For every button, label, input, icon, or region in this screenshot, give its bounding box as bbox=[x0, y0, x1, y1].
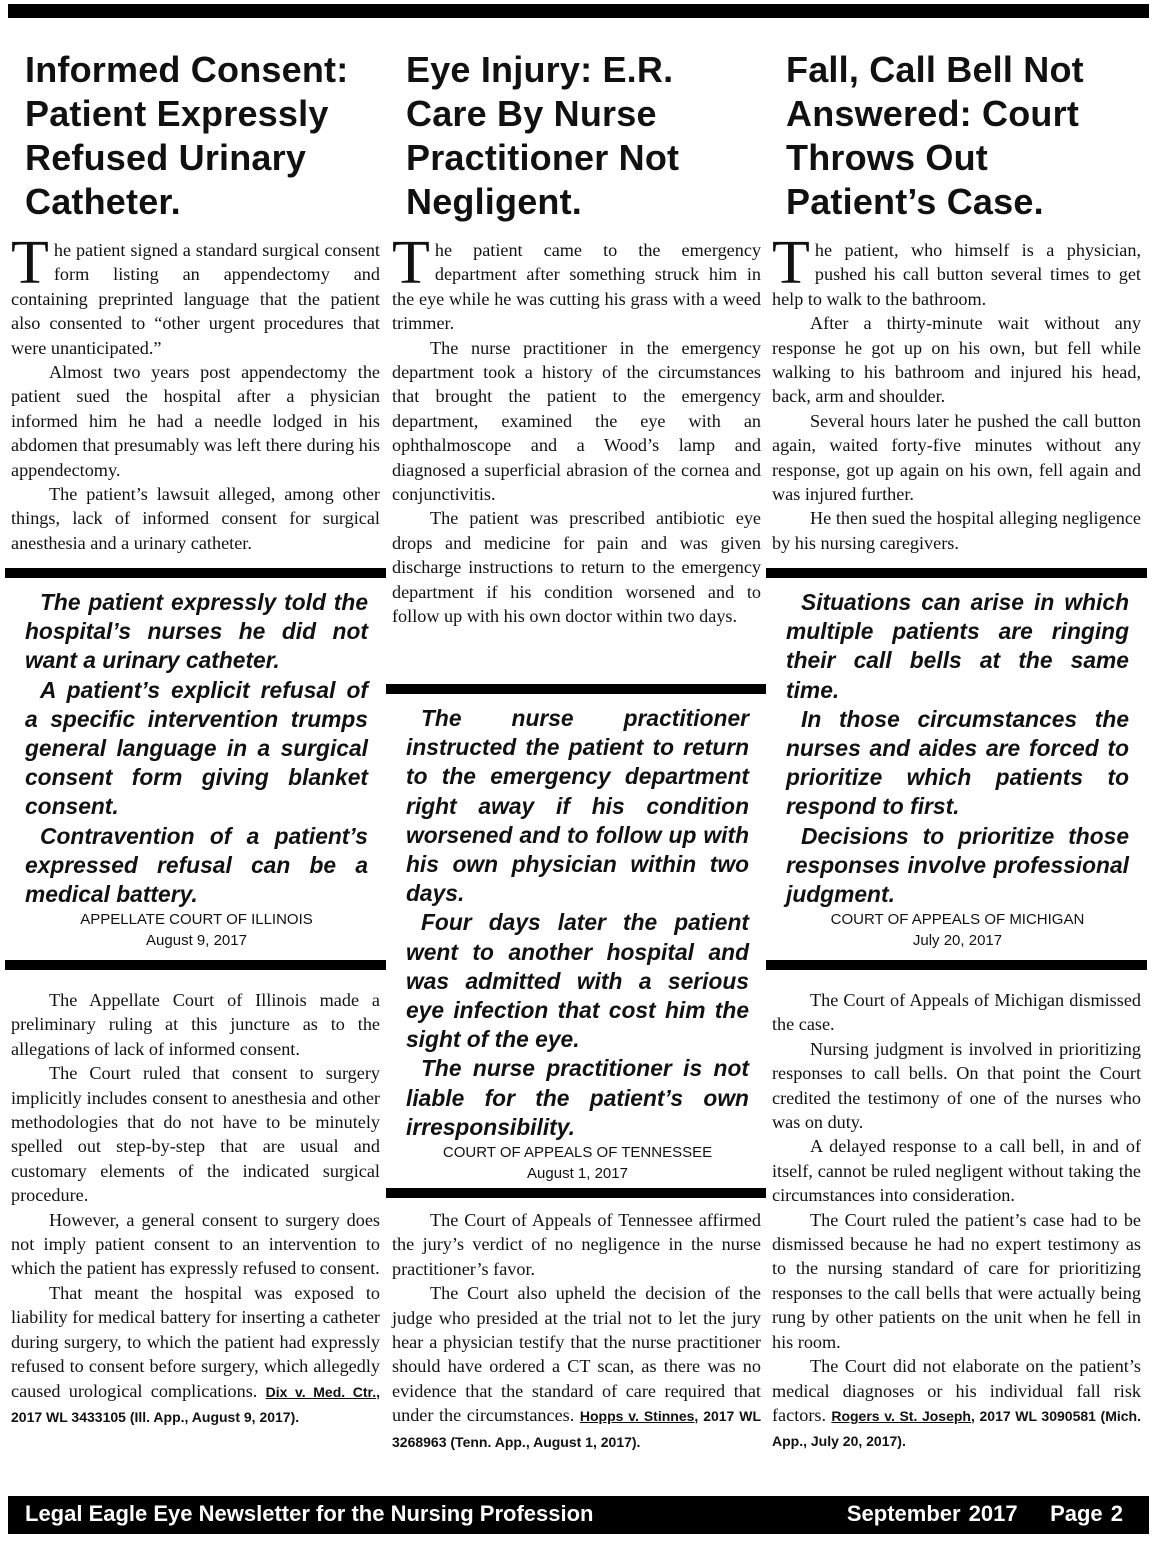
case-citation: Hopps v. Stinnes, 2017 WL 3268963 (Tenn. App., August 1, 2017). bbox=[392, 1408, 761, 1450]
intro-paragraph: The patient signed a standard surgical consent form listing an appendectomy and containing preprinted language that the patient also consented to “other urgent procedures that were unanticipated.” bbox=[11, 229, 380, 358]
article-intro bbox=[392, 229, 761, 629]
page-number: Page 2 bbox=[1050, 1501, 1123, 1526]
intro-paragraph: After a thirty-minute wait without any response he got up on his own, but fell while walking to his bathroom and injured his head, back, arm and shoulder. bbox=[772, 313, 1141, 407]
drop-cap: T bbox=[772, 229, 810, 297]
ruling-date: August 1, 2017 bbox=[527, 1165, 628, 1183]
case-citation: Rogers v. St. Joseph, 2017 WL 3090581 (Mich. App., July 20, 2017). bbox=[772, 1407, 1142, 1450]
quote-paragraph: Decisions to prioritize those responses involve professional judgment. bbox=[786, 822, 1129, 908]
headline: Fall, Call Bell Not Answered: Court Throws Out Patient’s Case. bbox=[786, 49, 1084, 222]
divider-rule bbox=[766, 568, 1147, 578]
ruling-paragraph: Nursing judgment is involved in prioritizing responses to call bells. On that point the Court credited the testimony of one of the nurses who was on duty. bbox=[772, 1038, 1141, 1133]
article-eye-injury bbox=[392, 48, 761, 629]
case-citation: Dix v. Med. Ctr., 2017 WL 3433105 (Ill. App., August 9, 2017). bbox=[11, 1383, 381, 1425]
quote-paragraph: In those circumstances the nurses and aides are forced to prioritize which patients to respond to first. bbox=[786, 705, 1129, 820]
intro-paragraph: The patient came to the emergency department after something struck him in the eye while he was cutting his grass with a weed trimmer. bbox=[392, 229, 761, 334]
divider-rule bbox=[386, 684, 766, 694]
issue-date: September 2017 bbox=[846, 1501, 1018, 1526]
ruling-paragraph: The Appellate Court of Illinois made a preliminary ruling at this juncture as to the allegations of lack of informed consent. bbox=[11, 990, 380, 1059]
court-name: COURT OF APPEALS OF MICHIGAN bbox=[830, 911, 1085, 929]
pull-quote bbox=[25, 588, 368, 951]
ruling-paragraph: A delayed response to a call bell, in and of itself, cannot be ruled negligent without taking the circumstances into consideration. bbox=[772, 1136, 1141, 1206]
divider-rule bbox=[5, 568, 386, 578]
intro-paragraph: The nurse practitioner in the emergency department took a history of the circumstances that brought the patient to the emergency department, examined the eye with an ophthalmoscope and a Wood’s lamp and diagnosed a superficial abrasion of the cornea and conjunctivitis. bbox=[392, 337, 761, 505]
drop-cap: T bbox=[392, 229, 430, 297]
newsletter-title: Legal Eagle Eye Newsletter for the Nursing Profession bbox=[25, 1501, 594, 1526]
quote-paragraph: A patient’s explicit refusal of a specific intervention trumps general language in a surgical consent form giving blanket consent. bbox=[25, 676, 368, 820]
intro-paragraph: Several hours later he pushed the call button again, waited forty-five minutes without any response, got up again on his own, fell again and was injured further. bbox=[772, 410, 1141, 505]
quote-paragraph: Contravention of a patient’s expressed refusal can be a medical battery. bbox=[25, 822, 368, 908]
ruling-date: July 20, 2017 bbox=[912, 932, 1003, 950]
quote-paragraph: The patient expressly told the hospital’s nurses he did not want a urinary catheter. bbox=[25, 589, 368, 674]
headline: Informed Consent: Patient Expressly Refused Urinary Catheter. bbox=[25, 49, 349, 222]
headline: Eye Injury: E.R. Care By Nurse Practitioner Not Negligent. bbox=[406, 49, 680, 222]
divider-rule bbox=[386, 1188, 766, 1198]
article-ruling bbox=[392, 1208, 761, 1454]
court-name: APPELLATE COURT OF ILLINOIS bbox=[80, 911, 313, 929]
pull-quote bbox=[406, 704, 749, 1184]
ruling-date: August 9, 2017 bbox=[146, 932, 247, 950]
footer-bar bbox=[8, 1496, 1149, 1534]
article-ruling bbox=[11, 988, 380, 1429]
ruling-paragraph: The Court of Appeals of Michigan dismissed the case. bbox=[772, 990, 1141, 1035]
pull-quote bbox=[786, 588, 1129, 951]
article-ruling bbox=[772, 988, 1141, 1454]
ruling-paragraph: The Court of Appeals of Tennessee affirmed the jury’s verdict of no negligence in the nurse practitioner’s favor. bbox=[392, 1210, 761, 1279]
ruling-paragraph: The Court did not elaborate on the patient’s medical diagnoses or his individual fall risk factors. Rogers v. St. Joseph, 2017 WL 3090581 (Mich. App., July 20, 2017). bbox=[772, 1356, 1142, 1450]
drop-cap: T bbox=[11, 229, 49, 297]
ruling-paragraph: The Court ruled that consent to surgery implicitly includes consent to anesthesia and other methodologies that do not have to be minutely spelled out step-by-step that are usual and customary elements of the indicated surgical procedure. bbox=[11, 1063, 380, 1206]
intro-paragraph: The patient was prescribed antibiotic eye drops and medicine for pain and was given discharge instructions to return to the emergency department if his condition worsened and to follow up with his own doctor within two days. bbox=[392, 508, 761, 627]
quote-paragraph: The nurse practitioner instructed the patient to return to the emergency department right away if his condition worsened and to follow up with his own physician within two days. bbox=[406, 705, 749, 907]
article-informed-consent bbox=[11, 48, 380, 555]
issue-info bbox=[847, 1501, 1123, 1527]
quote-paragraph: The nurse practitioner is not liable for the patient’s own irresponsibility. bbox=[406, 1055, 749, 1140]
ruling-paragraph: However, a general consent to surgery does not imply patient consent to an intervention to which the patient has expressly refused to consent. bbox=[11, 1209, 380, 1279]
court-name: COURT OF APPEALS OF TENNESSEE bbox=[442, 1144, 713, 1162]
article-fall-call-bell bbox=[772, 48, 1141, 555]
quote-paragraph: Four days later the patient went to another hospital and was admitted with a serious eye infection that cost him the sight of the eye. bbox=[406, 909, 749, 1053]
article-intro bbox=[11, 229, 380, 555]
intro-paragraph: He then sued the hospital alleging negligence by his nursing caregivers. bbox=[772, 508, 1141, 553]
intro-paragraph: The patient’s lawsuit alleged, among other things, lack of informed consent for surgical anesthesia and a urinary catheter. bbox=[11, 484, 380, 553]
intro-paragraph: Almost two years post appendectomy the patient sued the hospital after a physician informed him he had a needle lodged in his abdomen that presumably was left there during his appendectomy. bbox=[11, 362, 380, 480]
quote-paragraph: Situations can arise in which multiple patients are ringing their call bells at the same time. bbox=[786, 589, 1129, 703]
ruling-paragraph: The Court also upheld the decision of the judge who presided at the trial not to let the jury hear a physician testify that the nurse practitioner should have ordered a CT scan, as there was no evidence that the standard of care required that under the circumstances. Hopps v. Stinnes, 2017 WL 3268963 (Tenn. App., August 1, 2017). bbox=[392, 1283, 761, 1450]
intro-paragraph: The patient, who himself is a physician, pushed his call button several times to get help to walk to the bathroom. bbox=[772, 229, 1141, 309]
article-intro bbox=[772, 229, 1141, 555]
divider-rule bbox=[766, 960, 1147, 970]
ruling-paragraph: The Court ruled the patient’s case had to be dismissed because he had no expert testimony as to the nursing standard of care for prioritizing responses to the call bells that were actually being rung by other patients on the unit when he fell in his room. bbox=[772, 1209, 1141, 1352]
divider-rule bbox=[5, 960, 386, 970]
ruling-paragraph: That meant the hospital was exposed to liability for medical battery for inserting a catheter during surgery, to which the patient had expressly refused to consent before surgery, which allegedly caused urological complications. Dix v. Med. Ctr., 2017 WL 3433105 (Ill. App., August 9, 2017). bbox=[11, 1282, 381, 1425]
top-bar bbox=[8, 4, 1149, 18]
